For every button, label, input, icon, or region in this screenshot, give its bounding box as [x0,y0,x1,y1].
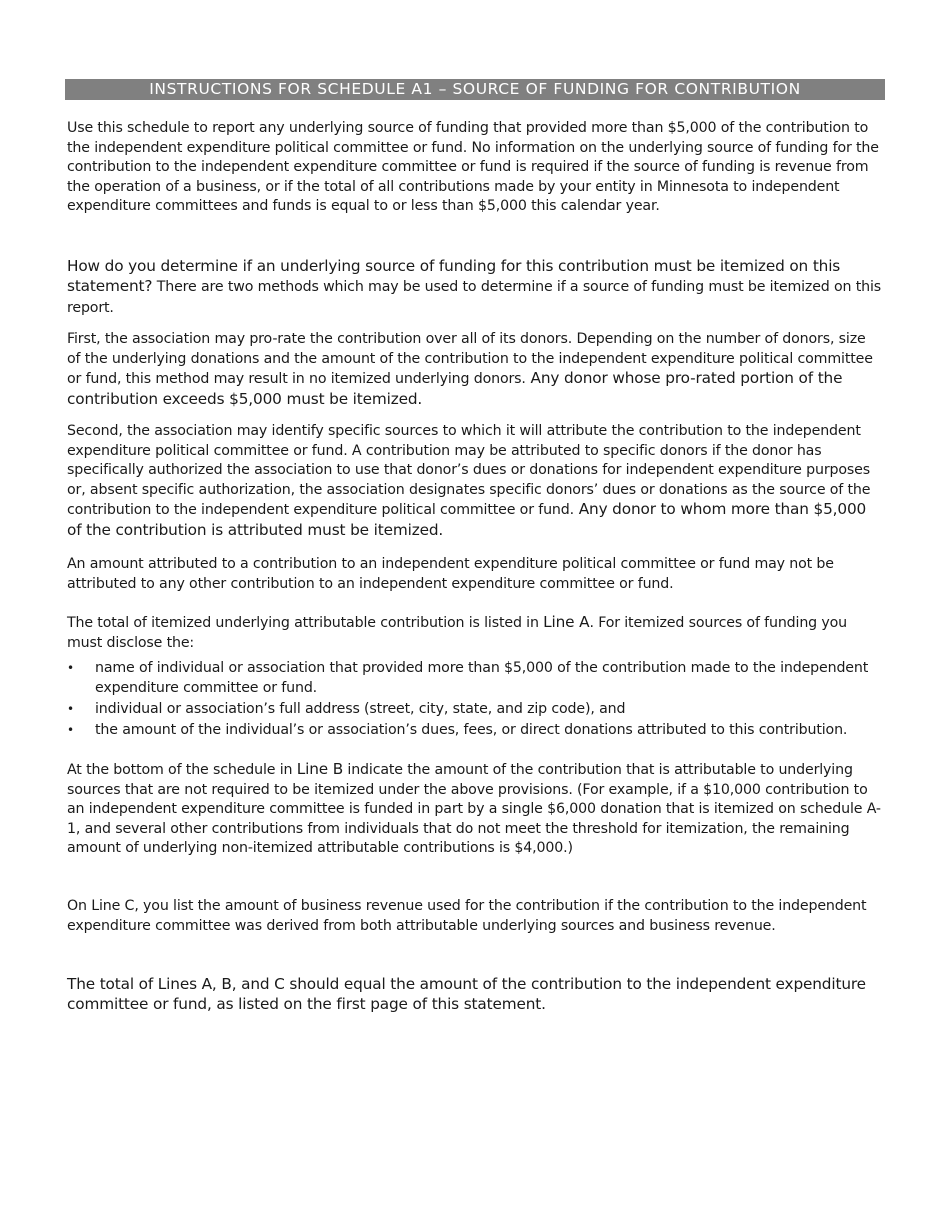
line-c-paragraph [67,897,883,936]
line-a-rest: . For itemized sources of funding you must disclose the: [67,615,848,651]
disclosure-list [67,659,883,742]
line-b-label: Line B [296,760,344,778]
attributed-once-paragraph: An amount attributed to a contribution to an independent expenditure political committee or fund may not be attributed to any other contribution to an independent expenditure committee or fund. [67,556,834,592]
intro-paragraph: Use this schedule to report any underlying source of funding that provided more than $5,000 of the contribution to the independent expenditure political committee or fund. No information on the underlying source of funding for the contribution to the independent expenditure committee or fund is required if the source of funding is revenue from the operation of a business, or if the total of all contributions made by your entity in Minnesota to independent expenditure committees and funds is equal to or less than $5,000 this calendar year. [67,120,879,215]
line-a-paragraph [67,613,883,653]
line-b-lead: At the bottom of the schedule in [67,762,297,778]
line-b-rest: indicate the amount of the contribution that is attributable to underlying sources that are not required to be itemized under the above provisions. (For example, if a $10,000 contribution to an independent expenditure committee is funded in part by a single $6,000 donation that is itemized on schedule A-1, and several other contributions from individuals that do not meet the threshold for itemization, the remaining amount of underlying non-itemized attributable contributions is $4,000.) [67,762,881,857]
first-method-tail: Any donor whose pro-rated portion of the contribution exceeds $5,000 must be itemized. [67,369,843,408]
line-a-lead: The total of itemized underlying attributable contribution is listed in [67,615,544,631]
bullet-marker: • [67,722,74,737]
second-method-text: Second, the association may identify specific sources to which it will attribute the contribution to the independent expenditure political committee or fund. A contribution may be attributed to specific donors if the donor has specifically authorized the association to use that donor’s dues or donations for independent expenditure purposes or, absent specific authorization, the association designates specific donors’ dues or donations as the source of the contribution to the independent expenditure political committee or fund. [67,423,871,519]
how-determine-question: How do you determine if an underlying source of funding for this contribution must be itemized on this statement? [67,257,841,295]
first-method-text: First, the association may pro-rate the contribution over all of its donors. Depending on the number of donors, size of the underlying donations and the amount of the contribution to the independent expenditure political committee or fund, this method may result in no itemized underlying donors. [67,331,873,388]
bullet-marker: • [67,701,74,716]
bullet-marker: • [67,661,74,675]
second-method-paragraph [67,422,883,542]
line-b-paragraph [67,760,883,859]
list-item [67,700,883,720]
total-paragraph: The total of Lines A, B, and C should equal the amount of the contribution to the independent expenditure committee or fund, as listed on the first page of this statement. [67,975,866,1013]
line-a-label: Line A [543,613,590,631]
list-item [67,659,883,698]
how-determine-paragraph [67,257,883,318]
list-item [67,721,883,741]
second-method-tail: Any donor to whom more than $5,000 of the contribution is attributed must be itemized. [67,500,867,539]
how-determine-rest: There are two methods which may be used to determine if a source of funding must be itemized on this report. [67,278,882,316]
line-c-lead: On [67,898,92,914]
list-item-text: name of individual or association that provided more than $5,000 of the contribution made to the independent expenditure committee or fund. [95,660,869,696]
page-title: INSTRUCTIONS FOR SCHEDULE A1 – SOURCE OF FUNDING FOR CONTRIBUTION [65,79,885,100]
list-item-text: individual or association’s full address (street, city, state, and zip code), and [95,700,626,717]
list-item-text: the amount of the individual’s or association’s dues, fees, or direct donations attributed to this contribution. [95,721,848,738]
first-method-paragraph [67,330,883,410]
line-c-rest: , you list the amount of business revenue used for the contribution if the contribution to the independent expenditure committee was derived from both attributable underlying sources and business revenue. [67,898,867,934]
line-c-label: Line C [91,898,135,914]
